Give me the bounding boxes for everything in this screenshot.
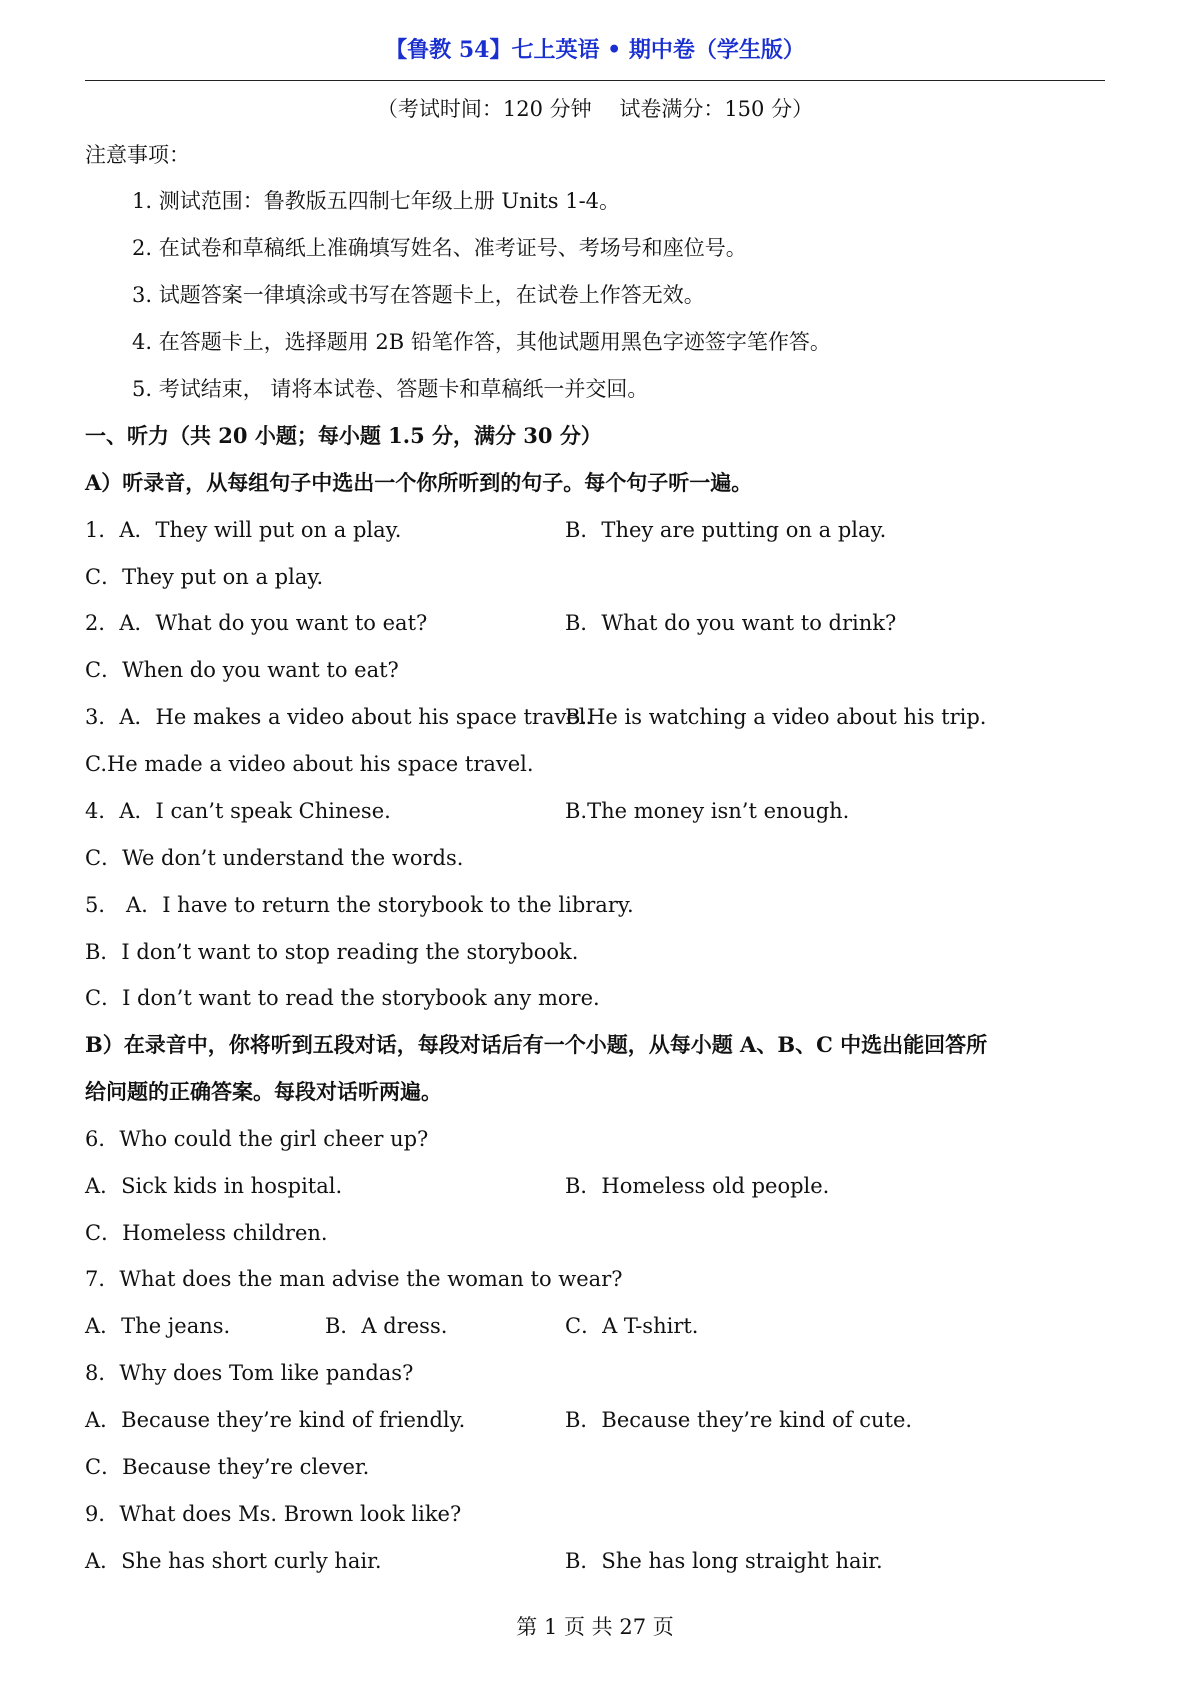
option-a: A．She has short curly hair.	[85, 1549, 382, 1573]
option-a: A．Sick kids in hospital.	[85, 1174, 343, 1198]
question-row	[85, 796, 850, 826]
page-header	[85, 30, 1105, 81]
option-c: C.He made a video about his space travel.	[85, 752, 534, 776]
option-b: B.The money isn’t enough.	[565, 799, 850, 823]
option-a: 3．A．He makes a video about his space travel.	[85, 705, 593, 729]
option-a: A．Because they’re kind of friendly.	[85, 1408, 466, 1432]
part-b-instruction: 给问题的正确答案。每段对话听两遍。	[85, 1079, 442, 1104]
option-b: B．I don’t want to stop reading the storybook.	[85, 940, 579, 964]
note-item: 2. 在试卷和草稿纸上准确填写姓名、准考证号、考场号和座位号。	[132, 236, 747, 260]
page-number: 第 1 页 共 27 页	[516, 1615, 674, 1639]
question-row	[85, 1405, 913, 1435]
part-a-instruction: A）听录音，从每组句子中选出一个你所听到的句子。每个句子听一遍。	[85, 470, 753, 495]
option-b: B．Homeless old people.	[565, 1174, 830, 1198]
note-item: 4. 在答题卡上，选择题用 2B 铅笔作答，其他试题用黑色字迹签字笔作答。	[132, 330, 831, 354]
option-a: A．The jeans.	[85, 1314, 231, 1338]
option-b: B．A dress.	[325, 1314, 448, 1338]
option-b: B．She has long straight hair.	[565, 1549, 883, 1573]
section-title: 一、听力（共 20 小题；每小题 1.5 分，满分 30 分）	[85, 423, 602, 448]
question-row	[85, 608, 897, 638]
option-c: C．Homeless children.	[85, 1221, 328, 1245]
part-b-instruction: B）在录音中，你将听到五段对话，每段对话后有一个小题，从每小题 A、B、C 中选出能回答所	[85, 1032, 988, 1057]
question-stem: 7．What does the man advise the woman to wear?	[85, 1267, 623, 1291]
option-c: C．Because they’re clever.	[85, 1455, 370, 1479]
document-title: 【鲁教 54】七上英语 • 期中卷（学生版）	[385, 37, 805, 63]
question-row	[85, 515, 887, 545]
option-c: C．We don’t understand the words.	[85, 846, 464, 870]
question-stem: 9．What does Ms. Brown look like?	[85, 1502, 462, 1526]
notes-heading: 注意事项：	[85, 143, 190, 167]
question-stem: 6．Who could the girl cheer up?	[85, 1127, 429, 1151]
question-row	[85, 1546, 883, 1576]
option-c: C．When do you want to eat?	[85, 658, 399, 682]
option-b: B．What do you want to drink?	[565, 611, 897, 635]
question-stem: 8．Why does Tom like pandas?	[85, 1361, 414, 1385]
option-b: B．They are putting on a play.	[565, 518, 887, 542]
question-row	[85, 702, 987, 732]
exam-info: （考试时间：120 分钟 试卷满分：150 分）	[376, 97, 814, 121]
question-row	[85, 1171, 830, 1201]
option-b: B．Because they’re kind of cute.	[565, 1408, 913, 1432]
option-b: B.He is watching a video about his trip.	[565, 705, 987, 729]
option-a: 5． A．I have to return the storybook to the library.	[85, 893, 634, 917]
note-item: 3. 试题答案一律填涂或书写在答题卡上，在试卷上作答无效。	[132, 283, 705, 307]
option-c: C．I don’t want to read the storybook any more.	[85, 986, 600, 1010]
option-a: 2．A．What do you want to eat?	[85, 611, 428, 635]
note-item: 1. 测试范围：鲁教版五四制七年级上册 Units 1-4。	[132, 189, 621, 213]
option-c: C．A T-shirt.	[565, 1314, 699, 1338]
option-c: C．They put on a play.	[85, 565, 324, 589]
note-item: 5. 考试结束， 请将本试卷、答题卡和草稿纸一并交回。	[132, 377, 649, 401]
option-a: 4．A．I can’t speak Chinese.	[85, 799, 391, 823]
option-a: 1．A．They will put on a play.	[85, 518, 402, 542]
question-row	[85, 1311, 699, 1341]
